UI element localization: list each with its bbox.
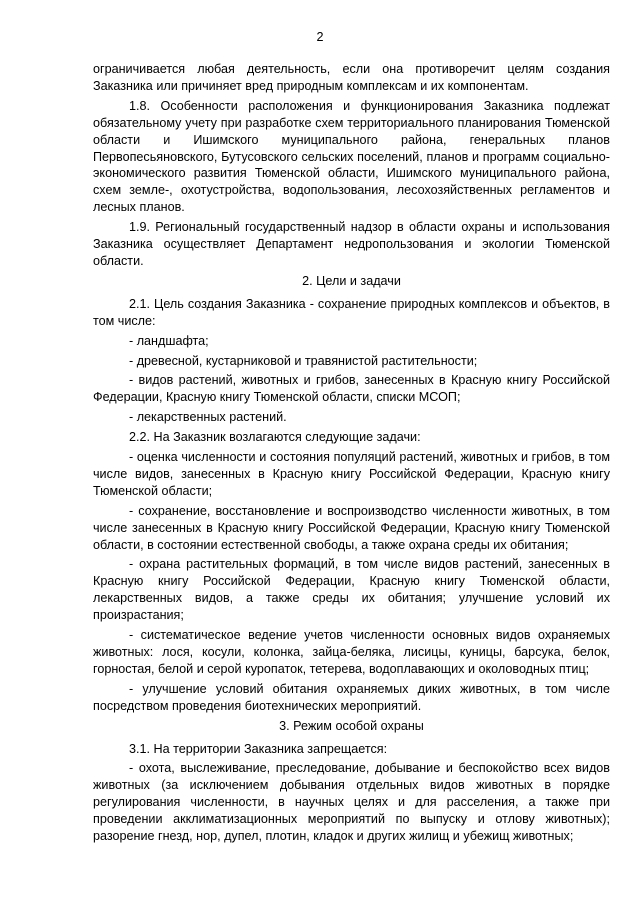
list-item-medicinal-plants: - лекарственных растений.: [129, 410, 287, 425]
list-item-habitat-improvement: - улучшение условий обитания охраняемых диких животных, в том числе посредством проведения биотехнических мероприятий.: [93, 681, 610, 713]
list-item-vegetation: - древесной, кустарниковой и травянистой растительности;: [129, 353, 478, 368]
paragraph-1-9: 1.9. Региональный государственный надзор в области охраны и использования Заказника осуществляет Департамент недропользования и экологии Тюменской области.: [93, 220, 610, 268]
section-2-heading: 2. Цели и задачи: [302, 273, 401, 288]
paragraph-1-8: 1.8. Особенности расположения и функционирования Заказника подлежат обязательному учету при разработке схем территориального планирования Тюменской области и Ишимского муниципального района, генеральных планов Первопесьяновского, Бутусовского сельских поселений, планов и программ социально-экономического развития Тюменской области, Ишимского муниципального района, схем земле-, охотустройства, водопользования, лесохозяйственных регламентов и лесных планов.: [93, 98, 610, 215]
paragraph-2-1: 2.1. Цель создания Заказника - сохранение природных комплексов и объектов, в том числе:: [93, 296, 610, 328]
list-item-hunting-ban: - охота, выслеживание, преследование, добывание и беспокойство всех видов животных (за исключением добывания отдельных видов животных в порядке регулирования численности, в научных целях и для расселения, а также при проведении акклиматизационных мероприятий по выпуску и отлову животных); разорение гнезд, нор, дупел, плотин, кладок и других жилищ и убежищ животных;: [93, 761, 610, 844]
document-body: [93, 61, 610, 848]
list-item-animal-census: - систематическое ведение учетов численности основных видов охраняемых животных: лося, косули, колонка, зайца-беляка, лисицы, куницы, барсука, белок, горностая, белой и серой куропаток, тетерева, водоплавающих и околоводных птиц;: [93, 628, 610, 676]
list-item-red-book-species: - видов растений, животных и грибов, занесенных в Красную книгу Российской Федерации, Красную книгу Тюменской области, списки МСОП;: [93, 373, 610, 405]
list-item-population-assessment: - оценка численности и состояния популяций растений, животных и грибов, в том числе видов, занесенных в Красную книгу Российской Федерации, Красную книгу Тюменской области;: [93, 450, 610, 498]
paragraph-3-1: 3.1. На территории Заказника запрещается:: [129, 741, 388, 756]
list-item-animal-conservation: - сохранение, восстановление и воспроизводство численности животных, в том числе занесенных в Красную книгу Российской Федерации, Красную книгу Тюменской области, в состоянии естественной свободы, а также охрана среды их обитания;: [93, 503, 610, 552]
paragraph-continuation: ограничивается любая деятельность, если она противоречит целям создания Заказника или причиняет вред природным комплексам и их компонентам.: [93, 62, 610, 93]
paragraph-2-2: 2.2. На Заказник возлагаются следующие задачи:: [129, 430, 421, 445]
list-item-landscape: - ландшафта;: [129, 333, 209, 348]
section-3-heading: 3. Режим особой охраны: [279, 718, 424, 733]
page-number: 2: [316, 30, 324, 44]
list-item-plant-protection: - охрана растительных формаций, в том числе видов растений, занесенных в Красную книгу Российской Федерации, Красную книгу Тюменской области, лекарственных видов, а также среды их обитания; улучшение условий их произрастания;: [93, 557, 610, 623]
